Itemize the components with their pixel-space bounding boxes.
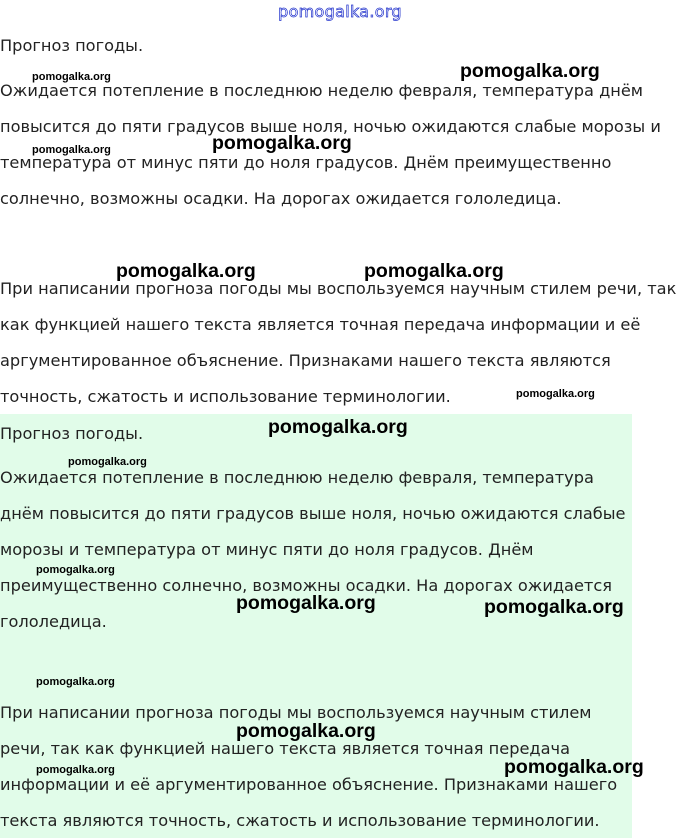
watermark: pomogalka.org xyxy=(32,71,111,83)
watermark: pomogalka.org xyxy=(268,416,408,438)
forecast-title: Прогноз погоды. xyxy=(0,36,144,55)
watermark: pomogalka.org xyxy=(36,676,115,688)
watermark: pomogalka.org xyxy=(212,132,352,154)
watermark: pomogalka.org xyxy=(68,456,147,468)
answer-forecast-title: Прогноз погоды. xyxy=(0,424,144,443)
watermark: pomogalka.org xyxy=(504,756,644,778)
watermark: pomogalka.org xyxy=(484,596,624,618)
watermark: pomogalka.org xyxy=(36,764,115,776)
watermark: pomogalka.org xyxy=(516,388,595,400)
watermark: pomogalka.org xyxy=(36,564,115,576)
watermark: pomogalka.org xyxy=(364,260,504,282)
watermark: pomogalka.org xyxy=(32,144,111,156)
answer-forecast-paragraph: Ожидается потепление в последнюю неделю февраля, температура днём повысится до пяти градусов выше ноля, ночью ожидаются слабые морозы и температура от минус пяти до ноля градусов. Днём преимущественно солнечно, возможны осадки. На дорогах ожидается гололедица. xyxy=(0,468,626,631)
watermark: pomogalka.org xyxy=(236,720,376,742)
explanation-paragraph: При написании прогноза погоды мы воспользуемся научным стилем речи, так как функцией нашего текста является точная передача информации и её аргументированное объяснение. Признаками нашего текста являются точность, сжатость и использование терминологии. xyxy=(0,279,677,406)
forecast-paragraph: Ожидается потепление в последнюю неделю февраля, температура днём повысится до пяти градусов выше ноля, ночью ожидаются слабые морозы и температура от минус пяти до ноля градусов. Днём преимущественно солнечно, возможны осадки. На дорогах ожидается гололедица. xyxy=(0,81,661,208)
watermark: pomogalka.org xyxy=(460,60,600,82)
site-header-link[interactable]: pomogalka.org xyxy=(278,2,402,21)
watermark: pomogalka.org xyxy=(236,592,376,614)
watermark: pomogalka.org xyxy=(116,260,256,282)
answer-explanation-paragraph: При написании прогноза погоды мы воспользуемся научным стилем речи, так как функцией нашего текста является точная передача информации и её аргументированное объяснение. Признаками нашего текста являются точность, сжатость и использование терминологии. xyxy=(0,703,618,830)
